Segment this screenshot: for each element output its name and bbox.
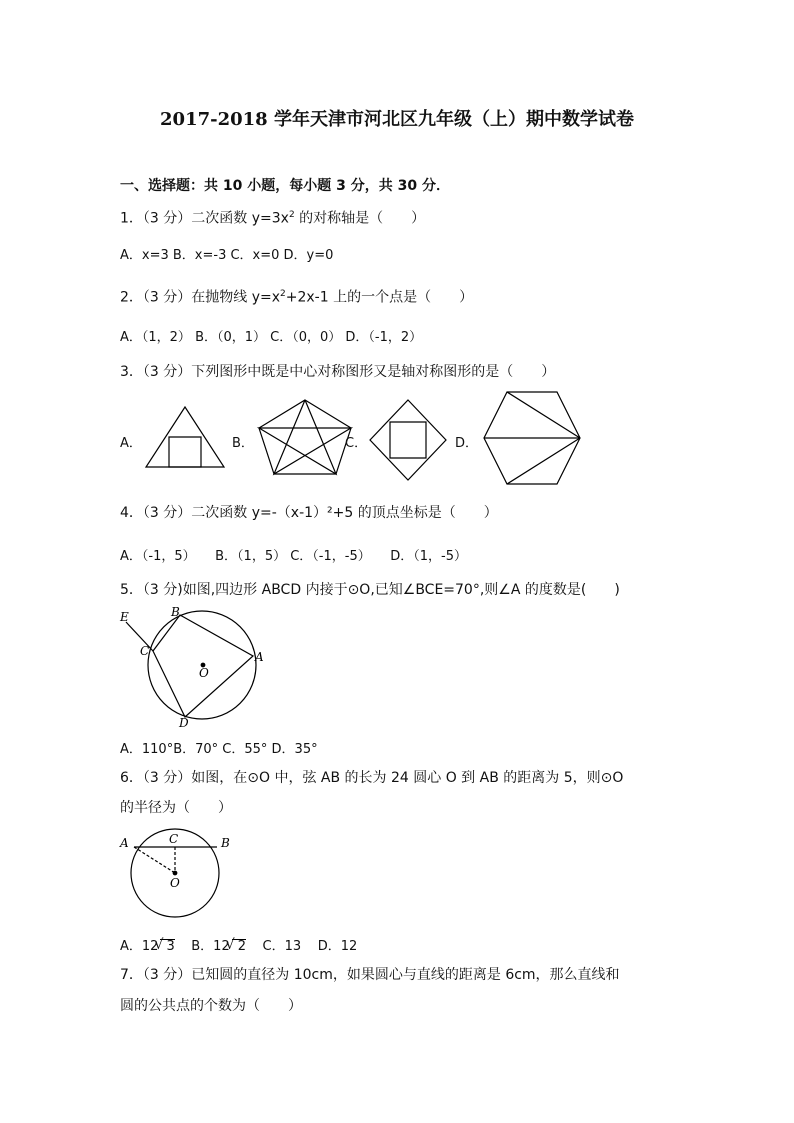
question-1-exponent: 2 [288, 210, 295, 220]
option-c: C．13 [262, 939, 302, 954]
point-label-c: C [169, 832, 179, 846]
option-b-value: B．12 [191, 939, 230, 954]
question-2-text-end: +2x-1 上的一个点是（ ） [285, 289, 474, 306]
question-1 [120, 205, 425, 229]
star-shape [259, 400, 351, 474]
question-5-options: A．110°B．70° C．55° D．35° [120, 742, 318, 757]
point-label-c: C [140, 644, 150, 658]
question-4: 4．（3 分）二次函数 y=-（x-1）²+5 的顶点坐标是（ ） [120, 505, 498, 521]
square-shape [169, 437, 201, 467]
question-2-text: 2．（3 分）在抛物线 y=x [120, 289, 281, 306]
figure-d-hexagon [480, 388, 582, 490]
option-a-value: A．12 [120, 939, 159, 954]
question-1-options: A．x=3 B．x=-3 C．x=0 D．y=0 [120, 248, 334, 263]
figure-q5-inscribed-quadrilateral [115, 605, 275, 730]
option-c-label: C． [345, 436, 368, 451]
question-2 [120, 284, 473, 308]
question-7-line-2: 圆的公共点的个数为（ ） [120, 998, 302, 1014]
inner-square-shape [390, 422, 426, 458]
point-label-b: B [221, 836, 230, 850]
option-b [191, 939, 246, 954]
question-1-text-end: 的对称轴是（ ） [294, 210, 426, 227]
question-6-options [120, 935, 357, 954]
question-5: 5．（3 分)如图,四边形 ABCD 内接于⊙O,已知∠BCE=70°,则∠A 的度数是( ) [120, 582, 620, 598]
question-1-text: 1．（3 分）二次函数 y=3x [120, 210, 289, 227]
option-a [120, 939, 175, 954]
page-title: 2017-2018 学年天津市河北区九年级（上）期中数学试卷 [160, 109, 634, 130]
section-heading: 一、选择题：共 10 小题，每小题 3 分，共 30 分． [120, 178, 450, 194]
sqrt-2: √ 2 [232, 939, 246, 954]
diamond-shape [370, 400, 446, 480]
sqrt-3: √ 3 [160, 939, 174, 954]
question-7-line-1: 7．（3 分）已知圆的直径为 10cm，如果圆心与直线的距离是 6cm，那么直线和 [120, 967, 620, 983]
figure-a-triangle-square [142, 405, 228, 469]
option-b-label: B． [232, 436, 254, 451]
point-label-d: D [179, 716, 189, 730]
center-point [173, 871, 177, 875]
question-6-line-2: 的半径为（ ） [120, 800, 232, 816]
radius-oa [134, 847, 175, 873]
figure-b-pentagram [255, 398, 355, 478]
option-d-label: D． [455, 436, 479, 451]
point-label-b: B [171, 605, 180, 619]
point-label-e: E [120, 610, 129, 624]
option-d: D．12 [317, 939, 358, 954]
figure-q6-chord [115, 827, 240, 927]
point-label-a: A [120, 836, 129, 850]
question-2-options: A．（1，2） B．（0，1） C．（0，0） D．（-1，2） [120, 330, 423, 345]
question-6-line-1: 6．（3 分）如图，在⊙O 中，弦 AB 的长为 24 圆心 O 到 AB 的距离为 5，则⊙O [120, 770, 624, 786]
question-4-options: A．（-1，5） B．（1，5） C．（-1，-5） D．（1，-5） [120, 549, 467, 564]
point-label-o: O [170, 876, 180, 890]
point-label-o: O [199, 666, 209, 680]
pentagon-shape [259, 400, 351, 474]
option-a-label: A． [120, 436, 142, 451]
point-label-a: A [255, 650, 264, 664]
figure-c-diamond-square [368, 398, 448, 482]
question-3: 3．（3 分）下列图形中既是中心对称图形又是轴对称图形的是（ ） [120, 364, 556, 380]
question-2-exponent: 2 [280, 289, 286, 299]
